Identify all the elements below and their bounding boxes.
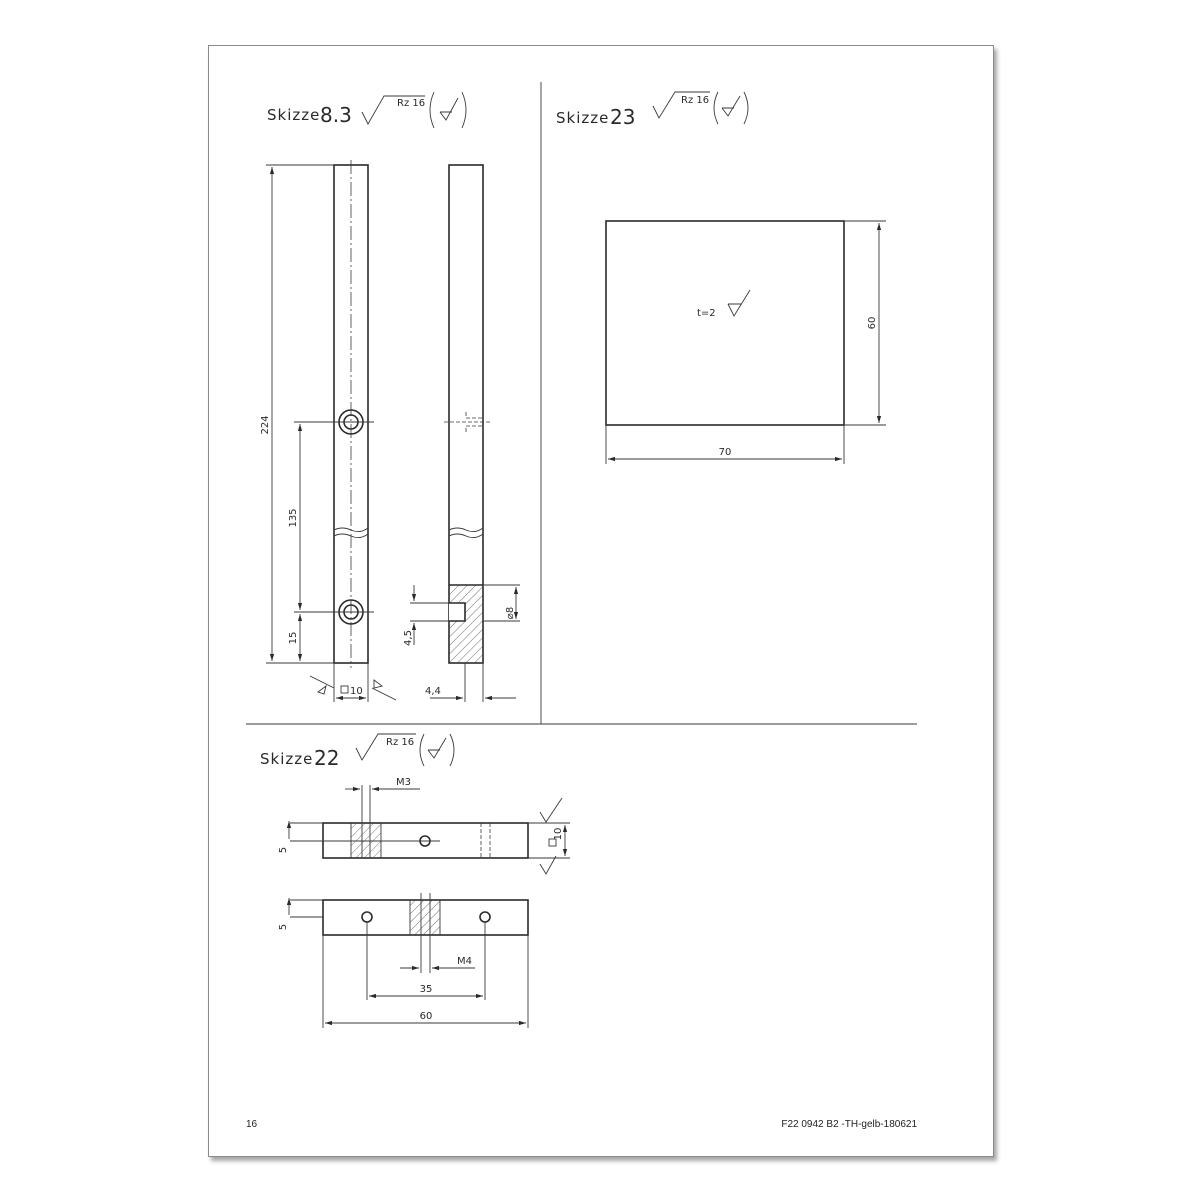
sketch-22-label: Skizze bbox=[260, 750, 314, 768]
dim-m4: M4 bbox=[457, 956, 472, 967]
dim-60: 60 bbox=[867, 316, 878, 330]
dim-224: 224 bbox=[260, 415, 271, 435]
roughness-label: Rz 16 bbox=[397, 98, 426, 109]
page-number: 16 bbox=[246, 1119, 258, 1130]
finish-mark-bottom-icon bbox=[540, 856, 556, 874]
finish-mark-top-icon bbox=[540, 798, 562, 822]
dim-60-b: 60 bbox=[419, 1011, 433, 1022]
dim-m3: M3 bbox=[396, 777, 411, 788]
dim-15: 15 bbox=[288, 631, 299, 645]
roughness-label: Rz 16 bbox=[681, 95, 710, 106]
sketch-8-3 bbox=[260, 92, 520, 702]
sketch-8-3-label: Skizze bbox=[267, 106, 321, 124]
dim-70: 70 bbox=[718, 447, 732, 458]
roughness-label: Rz 16 bbox=[386, 737, 415, 748]
footer-code: F22 0942 B2 -TH-gelb-180621 bbox=[781, 1119, 917, 1130]
dim-135: 135 bbox=[288, 508, 299, 528]
sketch-8-3-number: 8.3 bbox=[320, 103, 352, 127]
sketch-23 bbox=[556, 92, 886, 464]
hole-left bbox=[362, 912, 372, 922]
hatched-section bbox=[449, 585, 483, 663]
finish-mark-left-icon bbox=[310, 676, 334, 694]
plate-outline bbox=[606, 221, 844, 425]
hole-right bbox=[480, 912, 490, 922]
dim-4-5: 4,5 bbox=[403, 630, 414, 646]
finish-check-icon bbox=[728, 290, 750, 316]
sketch-22-number: 22 bbox=[314, 746, 340, 770]
sketch-23-number: 23 bbox=[610, 105, 636, 129]
dim-5-top: 5 bbox=[278, 846, 289, 854]
svg-text:10: 10 bbox=[350, 686, 363, 697]
dim-5-bottom: 5 bbox=[278, 923, 289, 931]
thickness-note: t=2 bbox=[697, 308, 716, 319]
dim-35: 35 bbox=[419, 984, 433, 995]
svg-text:10: 10 bbox=[553, 827, 564, 841]
sketch-22 bbox=[0, 0, 570, 1028]
sketch-23-label: Skizze bbox=[556, 109, 610, 127]
dim-4-4: 4,4 bbox=[425, 686, 441, 697]
finish-mark-right-icon bbox=[372, 680, 396, 700]
dim-dia-8: ⌀8 bbox=[505, 606, 516, 620]
